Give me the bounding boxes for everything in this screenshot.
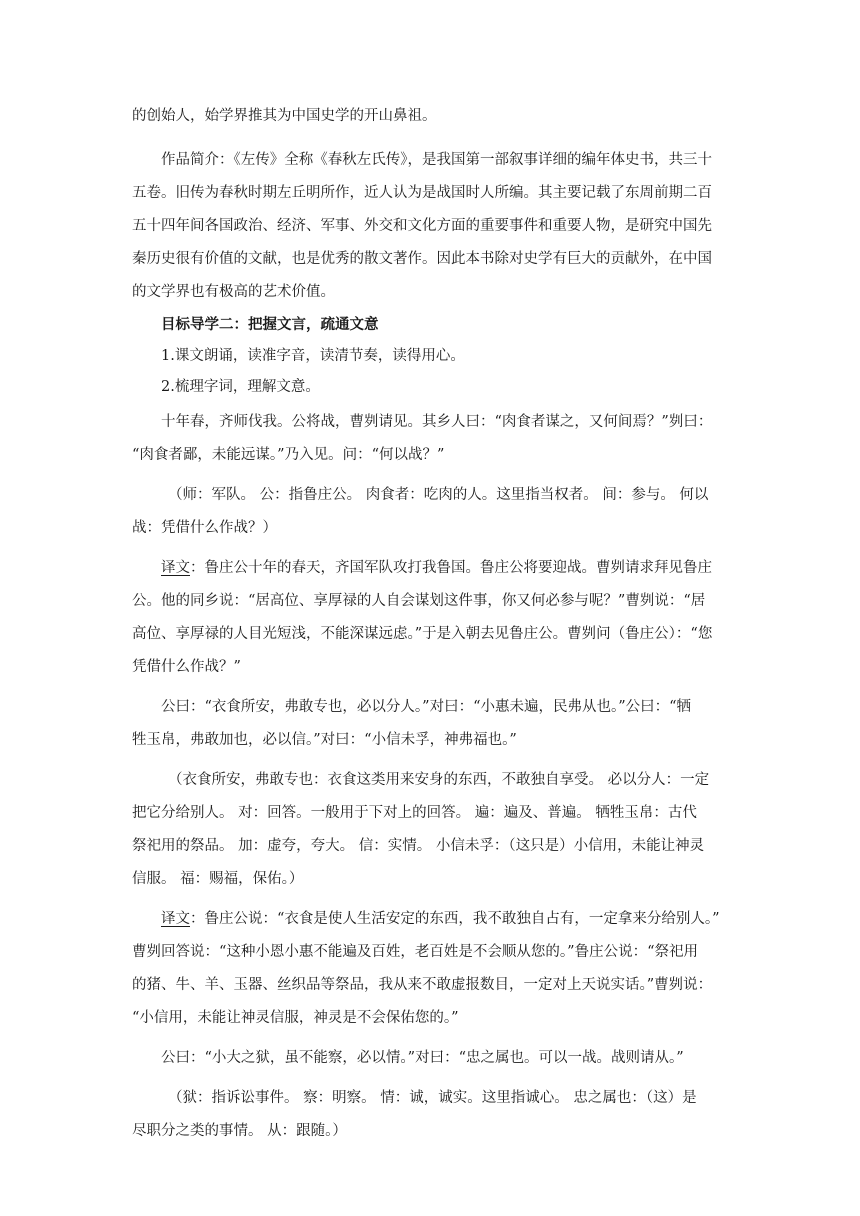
classical-text-line: 十年春，齐师伐我。公将战，曹刿请见。其乡人曰：“肉食者谋之，又何间焉？”刿曰： [161,414,713,430]
text-line: 秦历史很有价值的文献，也是优秀的散文著作。因此本书除对史学有巨大的贡献外，在中国 [132,251,712,267]
classical-text-line: 牲玉帛，弗敢加也，必以信。”对曰：“小信未孚，神弗福也。” [132,732,517,748]
list-item: 1.课文朗诵，读准字音，读清节奏，读得用心。 [161,348,465,364]
translation-line: “小信用，未能让神灵信服，神灵是不会保佑您的。” [132,1010,459,1026]
annotation-line: 祭祀用的祭品。 加：虚夸，夸大。 信：实情。 小信未孚：（这只是）小信用，未能让神灵 [132,838,705,854]
text-line: 五卷。旧传为春秋时期左丘明所作，近人认为是战国时人所编。其主要记载了东周前期二百 [132,185,712,201]
translation-line: 公。他的同乡说：“居高位、享厚禄的人自会谋划这件事，你又何必参与呢？”曹刿说：“居 [132,593,706,609]
annotation-line: 尽职分之类的事情。 从：跟随。） [132,1123,347,1139]
annotation-line: （衣食所安，弗敢专也：衣食这类用来安身的东西，不敢独自享受。 必以分人：一定 [168,772,710,788]
section-heading: 目标导学二：把握文言，疏通文意 [161,316,379,333]
translation-line: 凭借什么作战？” [132,659,241,675]
annotation-line: 把它分给别人。 对：回答。一般用于下对上的回答。 遍：遍及、普遍。 牺牲玉帛：古代 [132,805,697,821]
text-line: 作品简介：《左传》全称《春秋左氏传》，是我国第一部叙事详细的编年体史书，共三十 [161,152,712,168]
translation-label: 译文 [161,560,190,576]
translation-line: 译文：鲁庄公十年的春天，齐国军队攻打我鲁国。鲁庄公将要迎战。曹刿请求拜见鲁庄 [161,560,712,576]
classical-text-line: “肉食者鄙，未能远谋。”乃入见。问：“何以战？” [132,447,445,463]
translation-line: 的猪、牛、羊、玉器、丝织品等祭品，我从来不敢虚报数目，一定对上天说实话。”曹刿说： [132,977,713,993]
classical-text-line: 公曰：“小大之狱，虽不能察，必以情。”对曰：“忠之属也。可以一战。战则请从。” [161,1050,684,1066]
annotation-line: 战：凭借什么作战？） [132,520,277,536]
text-line: 的创始人，始学界推其为中国史学的开山鼻祖。 [132,108,437,124]
classical-text-line: 公曰：“衣食所安，弗敢专也，必以分人。”对曰：“小惠未遍，民弗从也。”公曰：“牺 [161,699,692,715]
translation-line: 曹刿回答说：“这种小恩小惠不能遍及百姓，老百姓是不会顺从您的。”鲁庄公说：“祭祀用 [132,944,698,960]
list-item: 2.梳理字词，理解文意。 [161,379,320,395]
annotation-line: （师：军队。 公：指鲁庄公。 肉食者：吃肉的人。这里指当权者。 间：参与。 何以 [168,487,709,503]
annotation-line: 信服。 福：赐福，保佑。） [132,871,304,887]
text-line: 五十四年间各国政治、经济、军事、外交和文化方面的重要事件和重要人物，是研究中国先 [132,218,712,234]
annotation-line: （狱：指诉讼事件。 察：明察。 情：诚，诚实。这里指诚心。 忠之属也：（这）是 [168,1090,697,1106]
translation-label: 译文 [161,911,190,927]
translation-line: 译文：鲁庄公说：“衣食是使人生活安定的东西，我不敢独自占有，一定拿来分给别人。” [161,911,720,927]
text-line: 的文学界也有极高的艺术价值。 [132,284,335,300]
translation-line: 高位、享厚禄的人目光短浅，不能深谋远虑。”于是入朝去见鲁庄公。曹刿问（鲁庄公）：“您 [132,626,713,642]
